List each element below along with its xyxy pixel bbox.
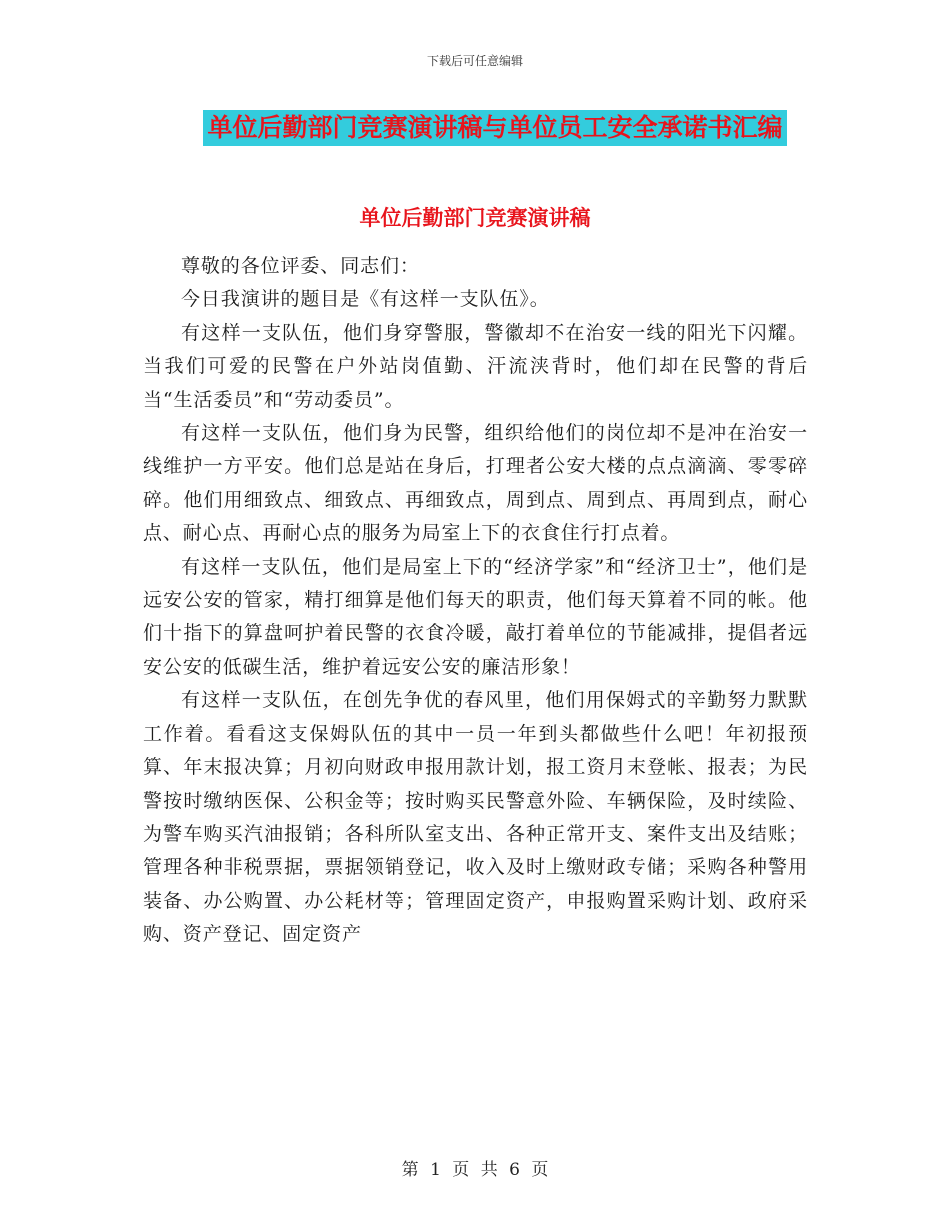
document-body — [143, 250, 808, 952]
document-main-title: 单位后勤部门竞赛演讲稿与单位员工安全承诺书汇编 — [203, 110, 786, 146]
paragraph: 有这样一支队伍，他们是局室上下的“经济学家”和“经济卫士”，他们是远安公安的管家，精打细算是他们每天的职责，他们每天算着不同的帐。他们十指下的算盘呵护着民警的衣食冷暖，敲打着单位的节能减排，提倡者远安公安的低碳生活，维护着远安公安的廉洁形象！ — [143, 555, 808, 678]
main-title-container — [0, 110, 950, 146]
paragraph-salutation: 尊敬的各位评委、同志们： — [181, 255, 420, 277]
paragraph-topic: 今日我演讲的题目是《有这样一支队伍》。 — [181, 288, 550, 311]
paragraph: 有这样一支队伍，他们身穿警服，警徽却不在治安一线的阳光下闪耀。当我们可爱的民警在户外站岗值勤、汗流浃背时，他们却在民警的背后当“生活委员”和“劳动委员”。 — [143, 321, 808, 411]
section-title: 单位后勤部门竞赛演讲稿 — [359, 206, 591, 230]
page-number-footer: 第 1 页 共 6 页 — [401, 1160, 549, 1180]
paragraph: 有这样一支队伍，他们身为民警，组织给他们的岗位却不是冲在治安一线维护一方平安。他们总是站在身后，打理者公安大楼的点点滴滴、零零碎碎。他们用细致点、细致点、再细致点，周到点、周到点、再周到点，耐心点、耐心点、再耐心点的服务为局室上下的衣食住行打点着。 — [143, 422, 808, 545]
paragraph: 有这样一支队伍，在创先争优的春风里，他们用保姆式的辛勤努力默默工作着。看看这支保姆队伍的其中一员一年到头都做些什么吧！年初报预算、年末报决算；月初向财政申报用款计划，报工资月末登帐、报表；为民警按时缴纳医保、公积金等；按时购买民警意外险、车辆保险，及时续险、为警车购买汽油报销；各科所队室支出、各种正常开支、案件支出及结账；管理各种非税票据，票据领销登记，收入及时上缴财政专储；采购各种警用装备、办公购置、办公耗材等；管理固定资产，申报购置采购计划、政府采购、资产登记、固定资产 — [143, 689, 808, 946]
page-header-note: 下载后可任意编辑 — [426, 54, 523, 68]
